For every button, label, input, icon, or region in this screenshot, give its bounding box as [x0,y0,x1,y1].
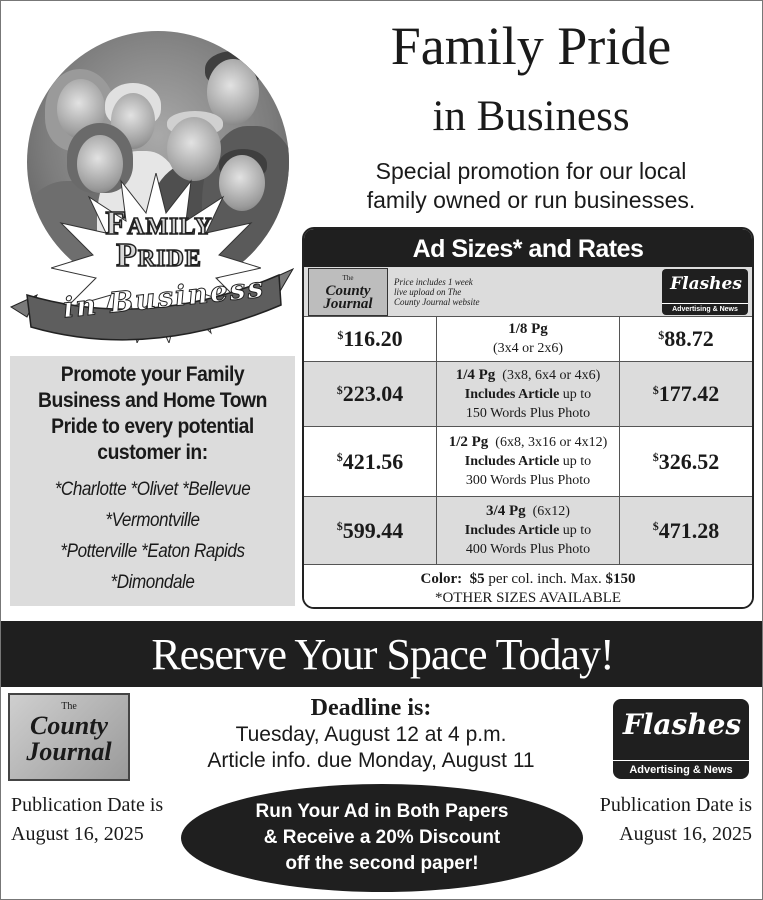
flashes-word: Flashes [622,708,742,741]
ad-size-cell: 3/4 Pg (6x12) Includes Article up to 400 Words Plus Photo [436,497,620,564]
promotion-description [301,157,761,215]
ad-dimensions: (3x4 or 2x6) [493,341,563,356]
flashes-price: $ 471.28 [620,497,752,564]
promote-title-line: Pride to every potential [51,415,254,438]
flashes-price: $ 177.42 [620,362,752,426]
ad-size: 1/2 Pg [448,434,489,450]
discount-oval [181,784,583,892]
rate-row-three-quarter [304,497,752,565]
cj-the: The [342,273,354,282]
logo-pride-word: Pride [116,237,202,274]
deadline-date: Tuesday, August 12 at 4 p.m. [235,723,507,746]
promotion-line-1: Special promotion for our local [375,158,687,184]
ad-dimensions: (6x12) [532,504,570,519]
cj-the: The [61,701,77,712]
flashes-tagline: Advertising & News [613,760,749,779]
flashes-price: $ 88.72 [658,326,714,351]
town-line: *Vermontville [105,510,200,531]
flashes-word: Flashes [670,273,742,294]
ad-size-cell: 1/4 Pg (3x8, 6x4 or 4x6) Includes Article up to 150 Words Plus Photo [436,362,620,426]
headline-subtitle: in Business [432,93,630,140]
logo-family-word: Family [105,205,213,242]
county-journal-price: $ 599.44 [304,497,436,564]
color-pricing: Color: $5 per col. inch. Max. $150 [420,571,636,587]
price-note [394,277,504,307]
rates-table [302,227,754,609]
discount-line: Run Your Ad in Both Papers [255,801,509,822]
article-words: 300 Words Plus Photo [465,473,591,488]
promote-title-line: Business and Home Town [38,389,267,412]
headline-title: Family Pride [390,16,672,76]
town-line: *Charlotte *Olivet *Bellevue [54,479,251,500]
publication-date-right [600,791,752,849]
publication-label: Publication Date is [599,794,752,816]
article-included: Includes Article [464,386,560,402]
flashes-logo-small [662,269,748,315]
ad-size: 1/4 Pg [455,366,496,383]
discount-line: off the second paper! [285,853,479,874]
flashes-tagline: Advertising & News [662,303,748,315]
promote-title-line: Promote your Family [60,363,245,386]
ad-size-cell [436,317,620,361]
county-journal-price: $ 116.20 [337,326,403,351]
flashes-price: $ 326.52 [652,448,720,474]
article-words: 150 Words Plus Photo [465,405,591,421]
publication-label: Publication Date is [11,794,164,816]
family-pride-logo [9,23,294,353]
cj-name-2: Journal [323,295,373,312]
ad-size: 1/8 Pg [508,321,548,337]
rates-logo-row [304,267,752,317]
article-due-date: Article info. due Monday, August 11 [207,749,535,772]
rate-row-quarter [304,362,752,427]
article-included: Includes Article [464,523,560,538]
article-included: Includes Article [464,454,560,469]
rates-heading: Ad Sizes* and Rates [304,229,752,267]
rates-footer [304,565,752,608]
cj-name-1: County [29,711,109,740]
ad-size: 3/4 Pg [486,503,526,519]
promotion-line-2: family owned or run businesses. [366,187,696,213]
promote-box [10,356,295,606]
promote-title [21,362,283,466]
publication-date: August 16, 2025 [619,823,752,845]
publication-date-left [11,791,163,849]
county-journal-price: $ 223.04 [304,362,436,426]
town-line: *Dimondale [110,572,195,593]
other-sizes-note: *OTHER SIZES AVAILABLE [434,590,622,606]
county-journal-logo-small [308,268,388,316]
price-note-line: County Journal website [394,296,480,307]
ad-dimensions: (3x8, 6x4 or 4x6) [502,367,601,383]
publication-date: August 16, 2025 [11,823,144,845]
discount-line: & Receive a 20% Discount [263,827,501,848]
price-note-line: live upload on The [394,286,462,297]
article-words: 400 Words Plus Photo [465,542,591,557]
logo-family-pride-text [84,205,234,274]
rate-row-half [304,427,752,497]
reserve-banner: Reserve Your Space Today! [1,621,763,687]
price-note-line: Price includes 1 week [394,276,473,287]
flashes-logo [613,699,749,779]
ad-size-cell: 1/2 Pg (6x8, 3x16 or 4x12) Includes Article up to 300 Words Plus Photo [436,427,620,496]
county-journal-price: $ 421.56 [336,448,404,474]
ad-dimensions: (6x8, 3x16 or 4x12) [495,435,608,450]
rate-row-eighth [304,317,752,362]
cj-name-1: County [325,282,371,299]
county-journal-logo [8,693,130,781]
town-line: *Potterville *Eaton Rapids [60,541,245,562]
town-list [24,474,281,598]
logo-in-business-text: in Business [61,270,267,325]
cj-name-2: Journal [26,737,112,766]
promote-title-line: customer in: [97,441,208,464]
deadline-title: Deadline is: [310,695,432,721]
